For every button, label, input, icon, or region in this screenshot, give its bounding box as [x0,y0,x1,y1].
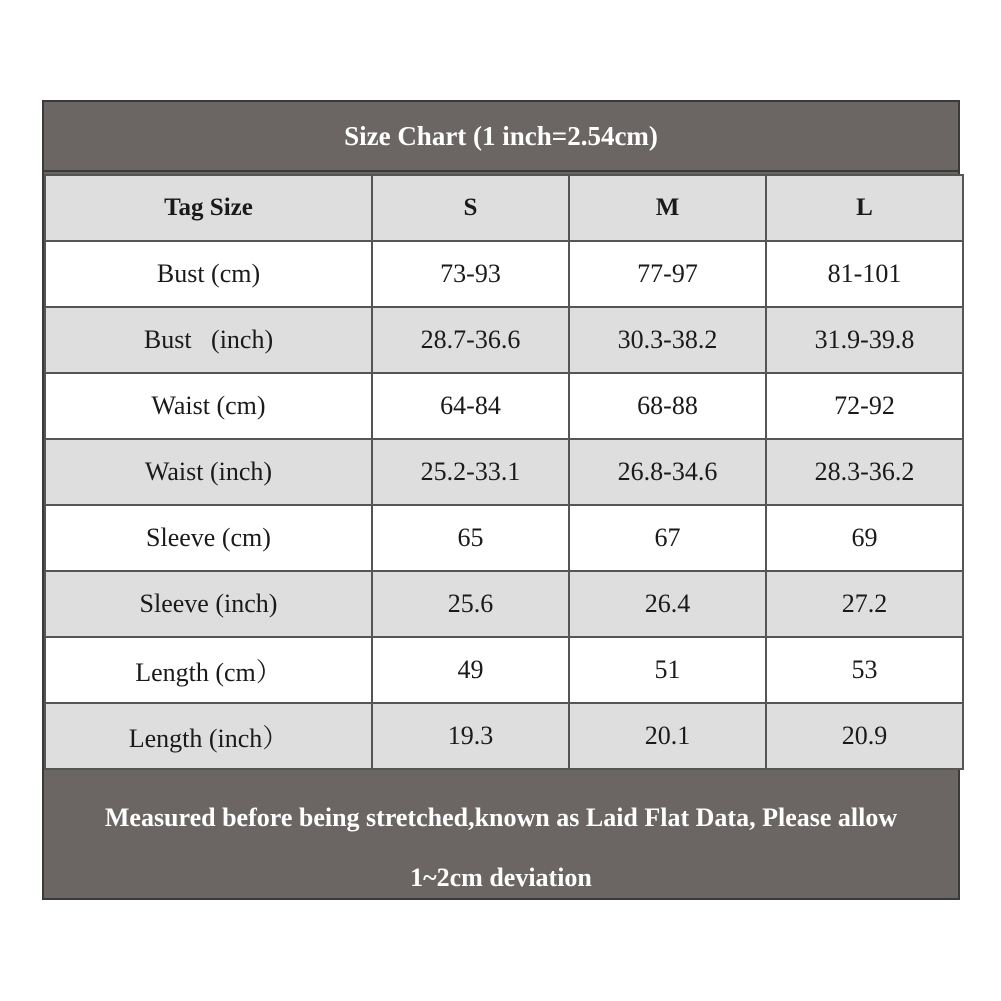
cell-s: 73-93 [372,241,569,307]
table-row [45,439,963,505]
cell-l: 81-101 [766,241,963,307]
cell-l: 28.3-36.2 [766,439,963,505]
table-row [45,373,963,439]
cell-s: 25.2-33.1 [372,439,569,505]
cell-s: 49 [372,637,569,703]
cell-s: 25.6 [372,571,569,637]
cell-l: 69 [766,505,963,571]
cell-l: 31.9-39.8 [766,307,963,373]
cell-m: 26.8-34.6 [569,439,766,505]
cell-m: 68-88 [569,373,766,439]
cell-l: 72-92 [766,373,963,439]
table-row [45,571,963,637]
cell-s: 64-84 [372,373,569,439]
cell-m: 77-97 [569,241,766,307]
header-size-s: S [372,175,569,241]
row-label: Bust (inch) [45,307,372,373]
table-row [45,241,963,307]
header-size-l: L [766,175,963,241]
size-table [44,174,964,770]
table-row [45,637,963,703]
table-row [45,703,963,769]
row-label: Waist (cm) [45,373,372,439]
row-label: Length (cm） [45,637,372,703]
header-tag-size: Tag Size [45,175,372,241]
cell-s: 28.7-36.6 [372,307,569,373]
cell-l: 53 [766,637,963,703]
cell-m: 30.3-38.2 [569,307,766,373]
cell-s: 19.3 [372,703,569,769]
cell-l: 27.2 [766,571,963,637]
table-header-row [45,175,963,241]
cell-m: 51 [569,637,766,703]
row-label: Sleeve (inch) [45,571,372,637]
cell-s: 65 [372,505,569,571]
header-size-m: M [569,175,766,241]
measurement-note [44,770,958,898]
size-chart [42,100,960,900]
table-row [45,505,963,571]
row-label: Length (inch） [45,703,372,769]
note-line-2: 1~2cm deviation [410,863,592,892]
cell-m: 26.4 [569,571,766,637]
note-line-1: Measured before being stretched,known as Laid Flat Data, Please allow [104,803,898,832]
cell-m: 20.1 [569,703,766,769]
row-label: Sleeve (cm) [45,505,372,571]
row-label: Bust (cm) [45,241,372,307]
cell-l: 20.9 [766,703,963,769]
table-row [45,307,963,373]
row-label: Waist (inch) [45,439,372,505]
cell-m: 67 [569,505,766,571]
chart-title: Size Chart (1 inch=2.54cm) [44,102,958,172]
